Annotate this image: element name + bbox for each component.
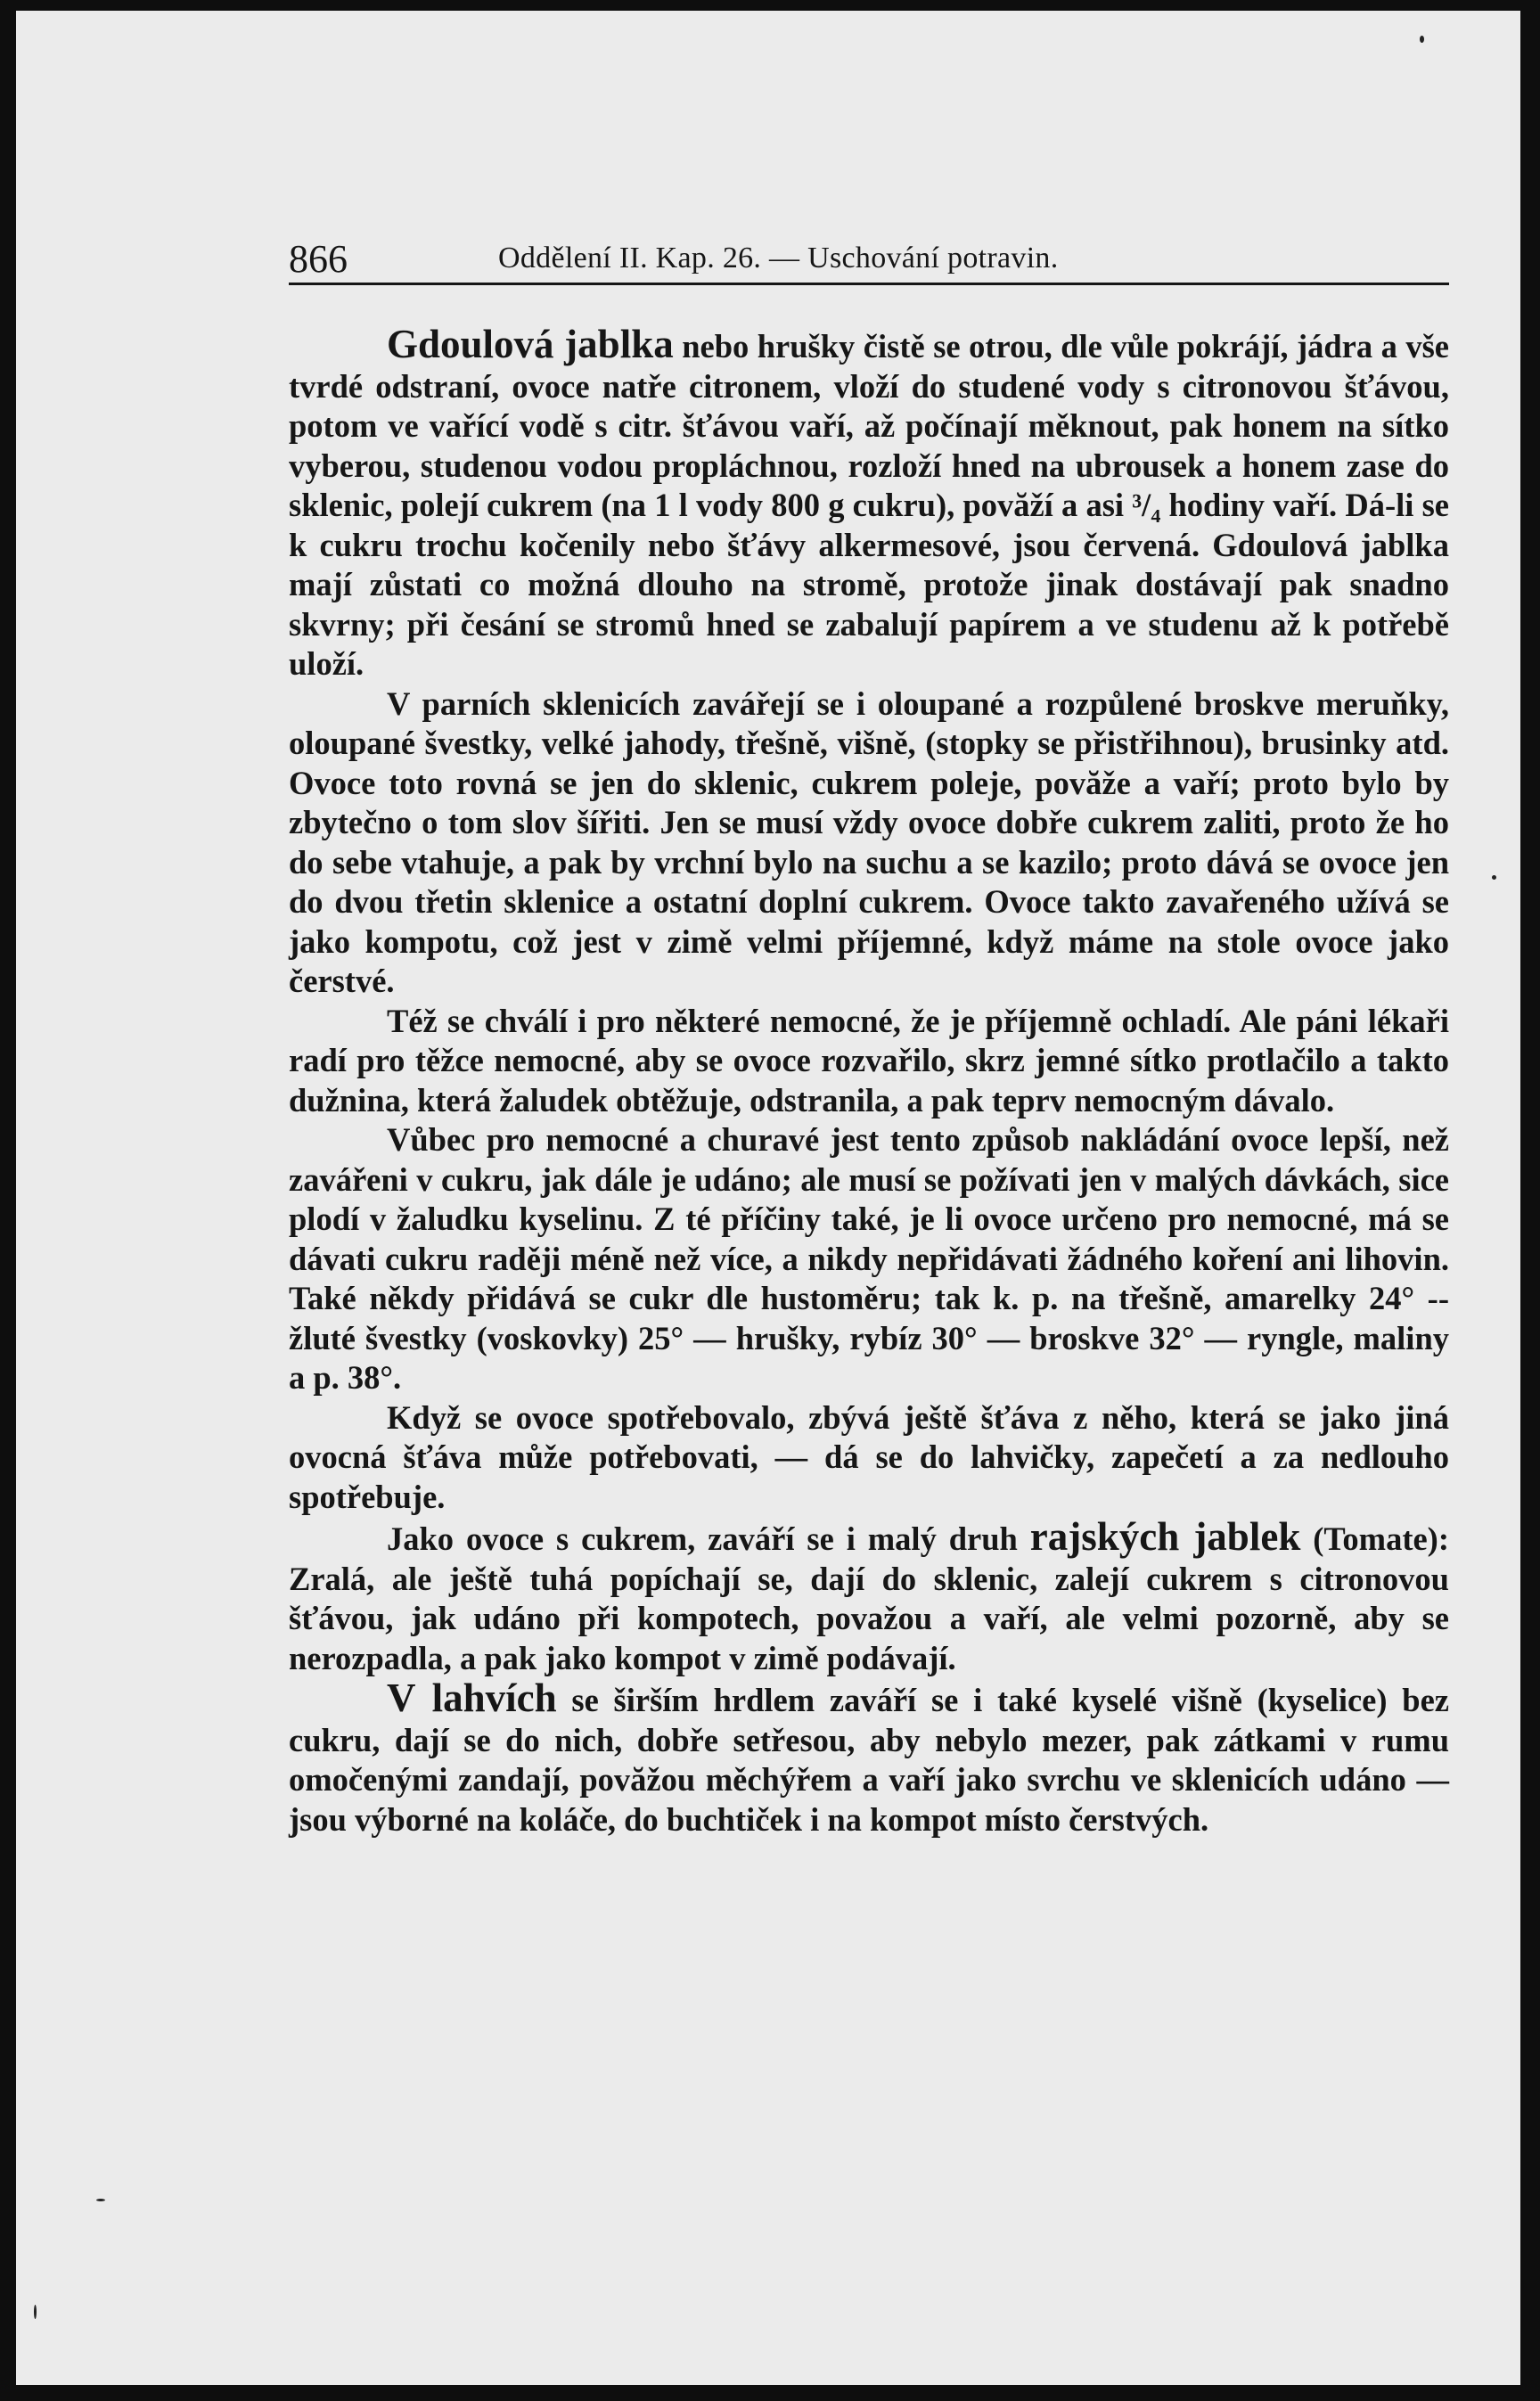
paragraph-text: nebo hrušky čistě se otrou, dle vůle pokrájí, jádra a vše tvrdé odstraní, ovoce natře citronem, vloží do studené vody s citronovou šťávou, potom ve vařící vodě s citr. šťávou vaří, až počínají měknout, pak honem na sítko vyberou, studenou vodou propláchnou, rozloží hned na ubrousek a honem zase do sklenic, polejí cukrem (na 1 l vody 800 g cukru), povăží a asi ³/₄ hodiny vaří. Dá-li se k cukru trochu kočenily nebo šťávy alkermesové, jsou červená. Gdoulová jablka mají zůstati co možná dlouho na stromě, protože jinak dostávají pak snadno skvrny; při česání se stromů hned se zabalují papírem a ve studenu až k potřebě uloží.: [289, 328, 1449, 682]
paragraph-text: Když se ovoce spotřebovalo, zbývá ještě šťáva z něho, která se jako jiná ovocná šťáva může potřebovati, — dá se do lahvičky, zapečetí a za nedlouho spotřebuje.: [289, 1398, 1449, 1515]
paragraph-text: se širším hrdlem zaváří se i také kyselé višně (kyselice) bez cukru, dají se do nich, dobře setřesou, aby nebylo mezer, pak zátkami v rumu omočenými zandají, povăžou měchýřem a vaří jako svrchu ve sklenicích udáno — jsou výborné na koláče, do buchtiček i na kompot místo čerstvých.: [289, 1682, 1450, 1838]
paragraph-text: Vůbec pro nemocné a churavé jest tento způsob nakládání ovoce lepší, než zavářeni v cukru, jak dále je udáno; ale musí se požívati jen v malých dávkách, sice plodí v žaludku kyselinu. Z té příčiny také, je li ovoce určeno pro nemocné, má se dávati cukru raději méně než více, a nikdy nepřidávati žádného koření ani lihovin. Také někdy přidává se cukr dle hustoměru; tak k. p. na třešně, amarelky 24° -- žluté švestky (voskovky) 25° — hrušky, rybíz 30° — broskve 32° — ryngle, maliny a p. 38°.: [289, 1121, 1449, 1396]
paragraph-preserving-method: [289, 1120, 1449, 1398]
ink-speck: [96, 2199, 105, 2201]
paragraph-bottles: [289, 1678, 1449, 1840]
paragraph-text: (Tomate): Zralá, ale ještě tuhá popíchají se, dají do sklenic, zalejí cukrem s citronovou šťávou, jak udáno při kompotech, považou a vaří, ale velmi pozorně, aby se nerozpadla, a pak jako kompot v zimě podávají.: [289, 1520, 1449, 1676]
paragraph-lead: V lahvích: [387, 1676, 557, 1720]
paragraph-lead: rajských jablek: [1029, 1514, 1301, 1559]
running-head: Oddělení II. Kap. 26. — Uschování potravin.: [498, 242, 1059, 275]
paragraph-lead: Gdoulová jablka: [387, 322, 674, 366]
book-page: [16, 11, 1520, 2385]
ink-speck: [1492, 875, 1496, 880]
paragraph-tomatoes: [289, 1514, 1449, 1678]
ink-speck: [1420, 36, 1424, 43]
paragraph-text: V parních sklenicích zavářejí se i oloupané a rozpůlené broskve meruňky, oloupané švestky, velké jahody, třešně, višně, (stopky se přistřihnou), brusinky atd. Ovoce toto rovná se jen do sklenic, cukrem poleje, povăže a vaří; proto bylo by zbytečno o tom slov šířiti. Jen se musí vždy ovoce dobře cukrem zaliti, proto že ho do sebe vtahuje, a pak by vrchní bylo na suchu a se kazilo; proto dává se ovoce jen do dvou třetin sklenice a ostatní doplní cukrem. Ovoce takto zavařeného užívá se jako kompotu, což jest v zimě velmi příjemné, když máme na stole ovoce jako čerstvé.: [289, 684, 1449, 999]
paragraph-text: Jako ovoce s cukrem, zaváří se i malý druh: [387, 1520, 1030, 1557]
paragraph-juice: [289, 1398, 1449, 1518]
ink-speck: [34, 2305, 37, 2319]
page-number: 866: [289, 237, 348, 281]
paragraph-steam-jars: [289, 684, 1449, 1002]
paragraph-quince: [289, 324, 1449, 684]
paragraph-sick: [289, 1002, 1449, 1121]
page-header: [289, 229, 1449, 285]
body-text: [289, 324, 1449, 1840]
paragraph-text: Též se chválí i pro některé nemocné, že je příjemně ochladí. Ale páni lékaři radí pro těžce nemocné, aby se ovoce rozvařilo, skrz jemné sítko protlačilo a takto dužnina, která žaludek obtěžuje, odstranila, a pak teprv nemocným dávalo.: [289, 1002, 1449, 1119]
